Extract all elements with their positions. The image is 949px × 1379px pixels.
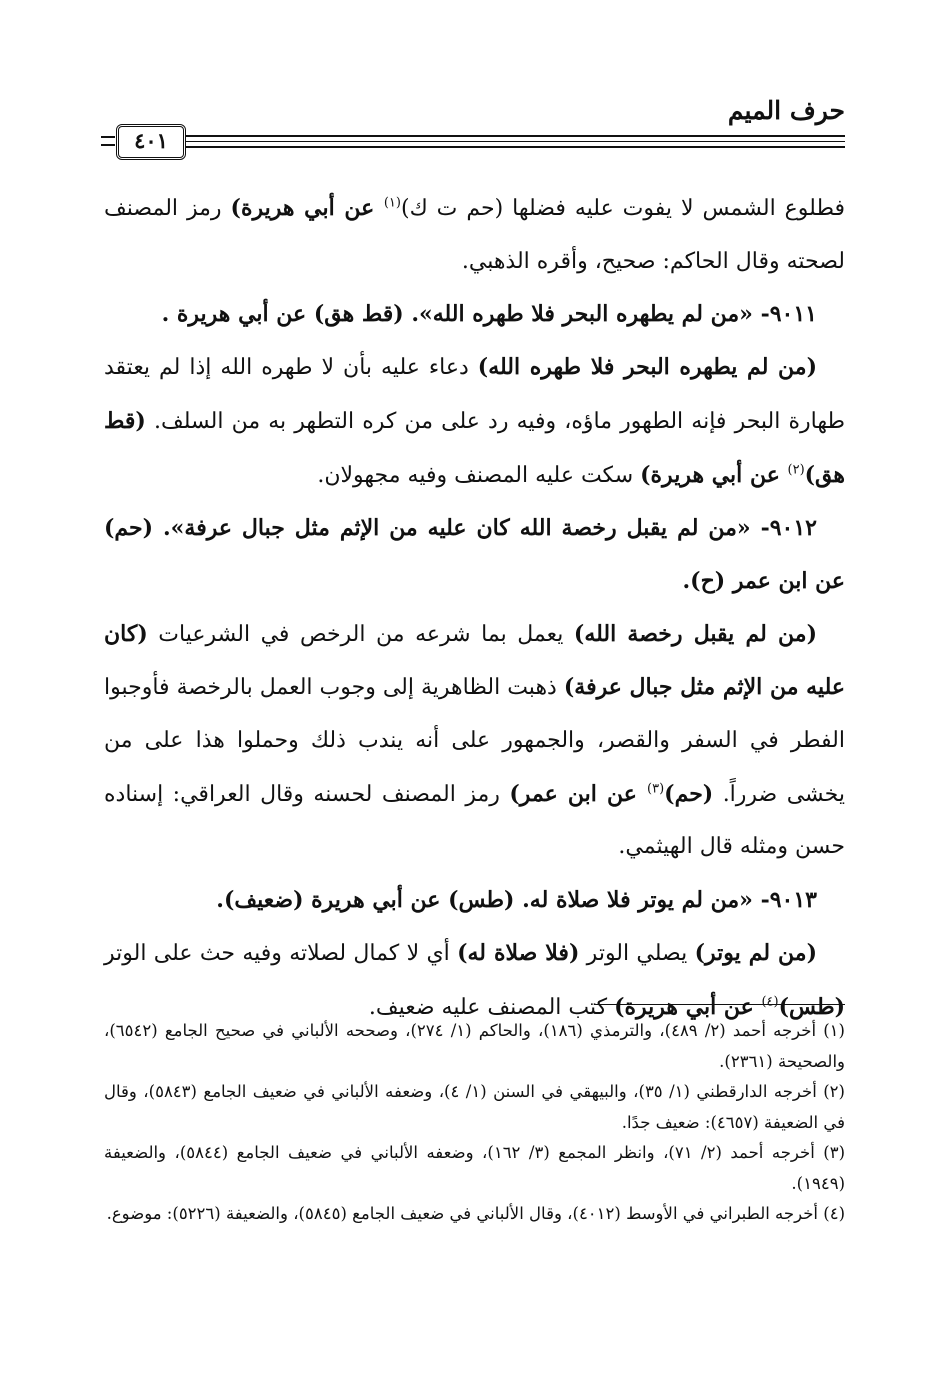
page-number: ٤٠١ <box>116 124 186 160</box>
text-run: يعمل بما شرعه من الرخص في الشرعيات <box>147 621 574 647</box>
text-run-bold: عن أبي هريرة) <box>614 993 762 1020</box>
commentary-9012 <box>104 608 845 875</box>
text-run-bold: (من لم يقبل رخصة الله) <box>573 620 817 647</box>
text-run-bold: عن أبي هريرة) <box>230 195 384 221</box>
footnote-4: (٤) أخرجه الطبراني في الأوسط (٤٠١٢)، وقال الألباني في ضعيف الجامع (٥٨٤٥)، والضعيفة (٥٢٢٦): موضوع. <box>106 1204 845 1223</box>
text-run: رمز المصنف لصحته وقال الحاكم: صحيح، وأقره الذهبي. <box>104 196 845 274</box>
text-run-bold: (من لم يوتر) <box>694 939 817 966</box>
hadith-text: ٩٠١٣- «من لم يوتر فلا صلاة له. (طس) عن أبي هريرة (ضعيف). <box>216 887 817 914</box>
footnote-ref: (٢) <box>787 462 805 478</box>
hadith-9013 <box>104 874 845 927</box>
footnote-ref: (٤) <box>761 994 779 1010</box>
text-run: سكت عليه المصنف وفيه مجهولان. <box>317 462 641 488</box>
hadith-9012 <box>104 502 845 607</box>
text-run-bold: (قط هق) <box>104 407 845 488</box>
chapter-title: حرف الميم <box>727 96 845 125</box>
text-run: رمز المصنف لحسنه وقال العراقي: إسناده حسن ومثله قال الهيثمي. <box>104 781 845 860</box>
text-run-bold: (كان عليه من الإثم مثل جبال عرفة) <box>104 620 846 701</box>
paragraph-intro <box>104 182 845 288</box>
text-run-bold: عن ابن عمر) <box>509 780 648 807</box>
text-run-bold: عن أبي هريرة) <box>640 461 788 488</box>
text-run-bold: (فلا صلاة له) <box>457 939 580 966</box>
header-rule-thin <box>186 141 845 142</box>
text-run-bold: (طس) <box>778 993 845 1020</box>
hadith-9011 <box>104 288 845 341</box>
hadith-text: ٩٠١٢- «من لم يقبل رخصة الله كان عليه من الإثم مثل جبال عرفة». (حم) عن ابن عمر (ح). <box>104 515 845 594</box>
text-run-bold: (من لم يطهره البحر فلا طهره الله) <box>477 354 817 381</box>
footnote-ref: (١) <box>383 195 401 211</box>
header-rule <box>186 135 845 137</box>
text-run: يصلي الوتر <box>579 940 695 966</box>
footnote-2: (٢) أخرجه الدارقطني (١/ ٣٥)، والبيهقي في السنن (١/ ٤)، وضعفه الألباني في ضعيف الجامع (٥٨٤٣)، وقال في الضعيفة (٤٦٥٧): ضعيف جدًا. <box>104 1082 845 1132</box>
text-run: ذهبت الظاهرية إلى وجوب العمل بالرخصة فأوجبوا الفطر في السفر والقصر، والجمهور على أنه يندب ذلك وحملوا هذا على من يخشى ضرراً. <box>104 675 845 807</box>
footnotes <box>104 1016 845 1230</box>
commentary-9011 <box>104 341 845 502</box>
hadith-text: ٩٠١١- «من لم يطهره البحر فلا طهره الله». (قط هق) عن أبي هريرة . <box>161 301 817 328</box>
page-number-stub <box>101 136 115 138</box>
page-number-stub-lower <box>101 144 115 146</box>
footnote-3: (٣) أخرجه أحمد (٢/ ٧١)، وانظر المجمع (٣/ ١٦٢)، وضعفه الألباني في ضعيف الجامع (٥٨٤٤)، والضعيفة (١٩٤٩). <box>104 1143 845 1193</box>
text-run: دعاء عليه بأن لا طهره الله إذا لم يعتقد طهارة البحر فإنه الطهور ماؤه، وفيه رد على من كره التطهر به من السلف. <box>104 355 845 434</box>
text-run: فطلوع الشمس لا يفوت عليه فضلها (حم ت ك) <box>400 196 846 221</box>
text-run: كتب المصنف عليه ضعيف. <box>368 994 615 1020</box>
text-run: أي لا كمال لصلاته وفيه حث على الوتر <box>104 940 458 966</box>
footnote-1: (١) أخرجه أحمد (٢/ ٤٨٩)، والترمذي (١٨٦)، والحاكم (١/ ٢٧٤)، وصححه الألباني في صحيح الجامع (٦٥٤٢)، والصحيحة (٢٣٦١). <box>104 1021 845 1071</box>
footnote-ref: (٣) <box>647 781 665 797</box>
body-text <box>104 182 845 1034</box>
header-rule-bottom <box>186 146 845 148</box>
footnote-separator <box>595 1004 845 1005</box>
text-run-bold: (حم) <box>664 780 714 807</box>
